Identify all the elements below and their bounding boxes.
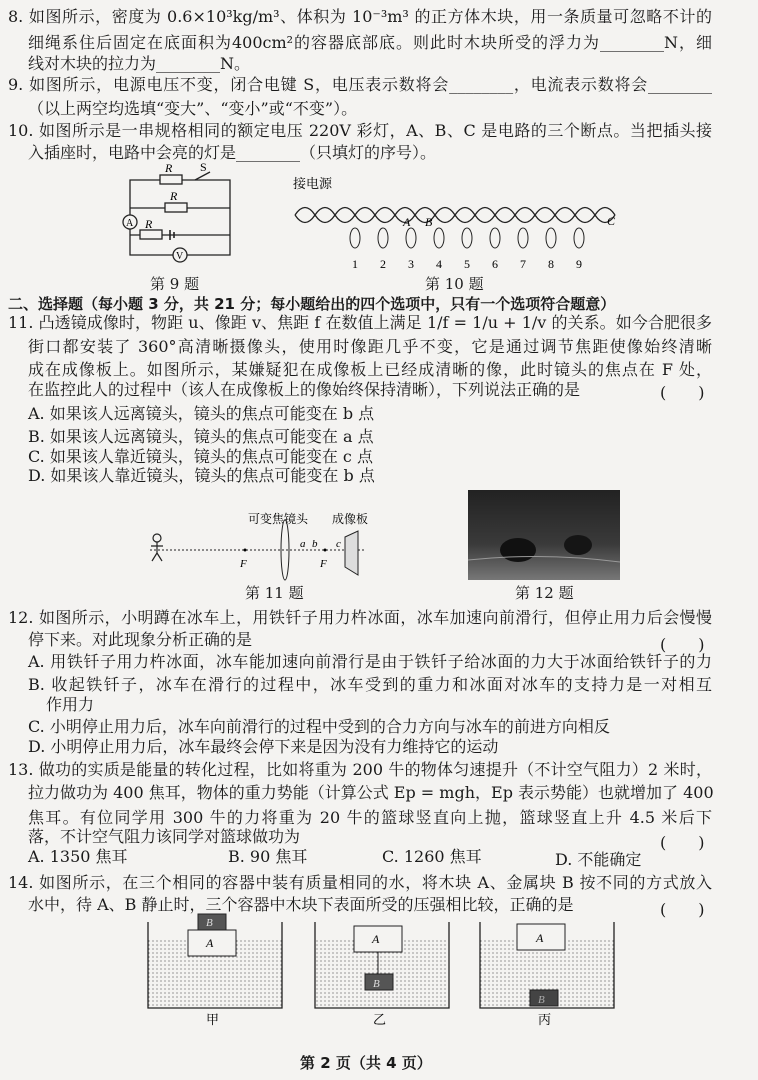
- voltmeter-label: V: [176, 251, 184, 262]
- board-label: 成像板: [332, 512, 369, 526]
- block-b-label-2: B: [373, 978, 380, 990]
- q14-line-1: 14. 如图所示，在三个相同的容器中装有质量相同的水，将木块 A、金属块 B 按不同的方式放入: [8, 873, 712, 892]
- ammeter-label: A: [126, 218, 134, 229]
- q8-line-1: 8. 如图所示，密度为 0.6×10³kg/m³、体积为 10⁻³m³ 的正方体木块，用一条质量可忽略不计的: [8, 7, 712, 26]
- q12-option-d: D. 小明停止用力后，冰车最终会停下来是因为没有力维持它的运动: [28, 737, 499, 756]
- focus-right-label: F: [320, 558, 327, 570]
- fig11-caption: 第 11 题: [245, 584, 304, 602]
- q12-line-2: 停下来。对此现象分析正确的是: [28, 630, 253, 649]
- q10-line-1: 10. 如图所示是一串规格相同的额定电压 220V 彩灯，A、B、C 是电路的三个断点。当把插头接: [8, 121, 712, 140]
- q9-line-2: （以上两空均选填“变大”、“变小”或“不变”）。: [28, 99, 358, 118]
- q11-line-4: 在监控此人的过程中（该人在成像板上的像始终保持清晰），下列说法正确的是: [28, 380, 581, 399]
- bulb-icon: [574, 228, 584, 248]
- switch-label: S: [200, 160, 207, 174]
- q11-option-b: B. 如果该人远离镜头，镜头的焦点可能变在 a 点: [28, 427, 374, 446]
- q13-line-4: 落，不计空气阻力该同学对篮球做功为: [28, 827, 301, 846]
- ice-cart-photo: [468, 490, 620, 580]
- q9-line-1: 9. 如图所示，电源电压不变，闭合电键 S，电压表示数将会________，电流表示数将会________: [8, 75, 712, 94]
- power-label: 接电源: [293, 176, 333, 191]
- point-b-label: b: [312, 538, 318, 550]
- bulb-number: 6: [492, 257, 498, 271]
- q13-answer-paren[interactable]: ( ): [660, 833, 705, 852]
- bulb-number: 7: [520, 257, 526, 271]
- r1-label: R: [165, 161, 173, 175]
- page-footer: 第 2 页（共 4 页）: [300, 1054, 432, 1072]
- container-2-caption: 乙: [373, 1012, 387, 1027]
- bulb-number: 1: [352, 257, 358, 271]
- container-1-caption: 甲: [206, 1012, 220, 1027]
- q11-line-3: 成在成像板上。如图所示，某嫌疑犯在成像板上已经成清晰的像，此时镜头的焦点在 F 处，: [28, 360, 712, 379]
- q13-option-b: B. 90 焦耳: [228, 847, 308, 866]
- containers-diagram-q14: [140, 912, 620, 1027]
- q12-option-b: B. 收起铁钎子，冰车在滑行的过程中，冰车受到的重力和冰面对冰车的支持力是一对相互: [28, 675, 712, 694]
- q14-line-2: 水中，待 A、B 静止时，三个容器中木块下表面所受的压强相比较，正确的是: [28, 895, 574, 914]
- lens-diagram-q11: [140, 505, 390, 585]
- break-a-label: A: [403, 215, 411, 229]
- bulb-icon: [546, 228, 556, 248]
- block-a-label-2: A: [372, 932, 380, 946]
- string-lights-diagram-q10: [285, 170, 625, 275]
- fig9-caption: 第 9 题: [150, 275, 200, 293]
- q11-option-a: A. 如果该人远离镜头，镜头的焦点可能变在 b 点: [28, 404, 375, 423]
- r3-label: R: [145, 217, 153, 231]
- bulb-number: 4: [436, 257, 442, 271]
- q13-option-a: A. 1350 焦耳: [28, 847, 128, 866]
- bulb-icon: [378, 228, 388, 248]
- bulb-icon: [406, 228, 416, 248]
- q11-option-c: C. 如果该人靠近镜头，镜头的焦点可能变在 c 点: [28, 447, 373, 466]
- q13-option-c: C. 1260 焦耳: [382, 847, 482, 866]
- q13-line-1: 13. 做功的实质是能量的转化过程，比如将重为 200 牛的物体匀速提升（不计空气阻力）2 米时，: [8, 760, 712, 779]
- circuit-diagram-q9: [110, 160, 250, 275]
- bulb-icon: [350, 228, 360, 248]
- r2-label: R: [170, 189, 178, 203]
- focus-left-label: F: [240, 558, 247, 570]
- q13-option-d: D. 不能确定: [555, 850, 642, 869]
- q12-option-b-cont: 作用力: [46, 695, 95, 714]
- q12-line-1: 12. 如图所示，小明蹲在冰车上，用铁钎子用力杵冰面，冰车加速向前滑行，但停止用力后会慢慢: [8, 608, 712, 627]
- bulb-icon: [462, 228, 472, 248]
- q11-answer-paren[interactable]: ( ): [660, 383, 705, 402]
- bulb-number: 8: [548, 257, 554, 271]
- q12-option-a: A. 用铁钎子用力杵冰面，冰车能加速向前滑行是由于铁钎子给冰面的力大于冰面给铁钎子的力: [28, 652, 712, 671]
- break-c-label: C: [607, 214, 616, 228]
- section-2-title: 二、选择题（每小题 3 分，共 21 分；每小题给出的四个选项中，只有一个选项符合题意）: [8, 295, 616, 313]
- q8-line-3: 线对木块的拉力为________N。: [28, 54, 251, 73]
- block-a-label-1: A: [206, 936, 214, 950]
- q11-option-d: D. 如果该人靠近镜头，镜头的焦点可能变在 b 点: [28, 466, 375, 485]
- twisted-wire: [295, 215, 615, 223]
- bulb-icon: [518, 228, 528, 248]
- lens-label: 可变焦镜头: [248, 512, 309, 526]
- point-a-label: a: [300, 538, 306, 550]
- block-b-label-1: B: [206, 917, 213, 929]
- bulb-number: 2: [380, 257, 386, 271]
- q11-line-2: 街口都安装了 360°高清晰摄像头，使用时像距几乎不变，它是通过调节焦距使像始终清晰: [28, 337, 712, 356]
- q8-line-2: 细绳系住后固定在底面积为400cm²的容器底部底。则此时木块所受的浮力为________N，细: [28, 33, 712, 52]
- q12-option-c: C. 小明停止用力后，冰车向前滑行的过程中受到的合力方向与冰车的前进方向相反: [28, 717, 610, 736]
- q13-line-2: 拉力做功为 400 焦耳，物体的重力势能（计算公式 Ep = mgh，Ep 表示势能）也就增加了 400: [28, 783, 714, 802]
- point-c-label: c: [336, 538, 341, 550]
- image-board-shape: [345, 531, 358, 575]
- bulb-number: 9: [576, 257, 582, 271]
- q12-answer-paren[interactable]: ( ): [660, 635, 705, 654]
- bulb-number: 5: [464, 257, 470, 271]
- q14-answer-paren[interactable]: ( ): [660, 900, 705, 919]
- fig12-caption: 第 12 题: [515, 584, 574, 602]
- bulb-icon: [434, 228, 444, 248]
- block-a-label-3: A: [536, 931, 544, 945]
- break-b-label: B: [425, 215, 433, 229]
- fig10-caption: 第 10 题: [425, 275, 484, 293]
- q11-line-1: 11. 凸透镜成像时，物距 u、像距 v、焦距 f 在数值上满足 1/f = 1/u + 1/v 的关系。如今合肥很多: [8, 313, 712, 332]
- bulb-number: 3: [408, 257, 414, 271]
- q13-line-3: 焦耳。有位同学用 300 牛的力将重为 20 牛的篮球竖直向上抛，篮球竖直上升 4.5 米后下: [28, 808, 712, 827]
- q10-line-2: 入插座时，电路中会亮的灯是________（只填灯的序号）。: [28, 143, 437, 162]
- bulb-icon: [490, 228, 500, 248]
- person-icon: [151, 534, 163, 561]
- block-b-label-3: B: [538, 994, 545, 1006]
- container-3-caption: 丙: [538, 1012, 552, 1027]
